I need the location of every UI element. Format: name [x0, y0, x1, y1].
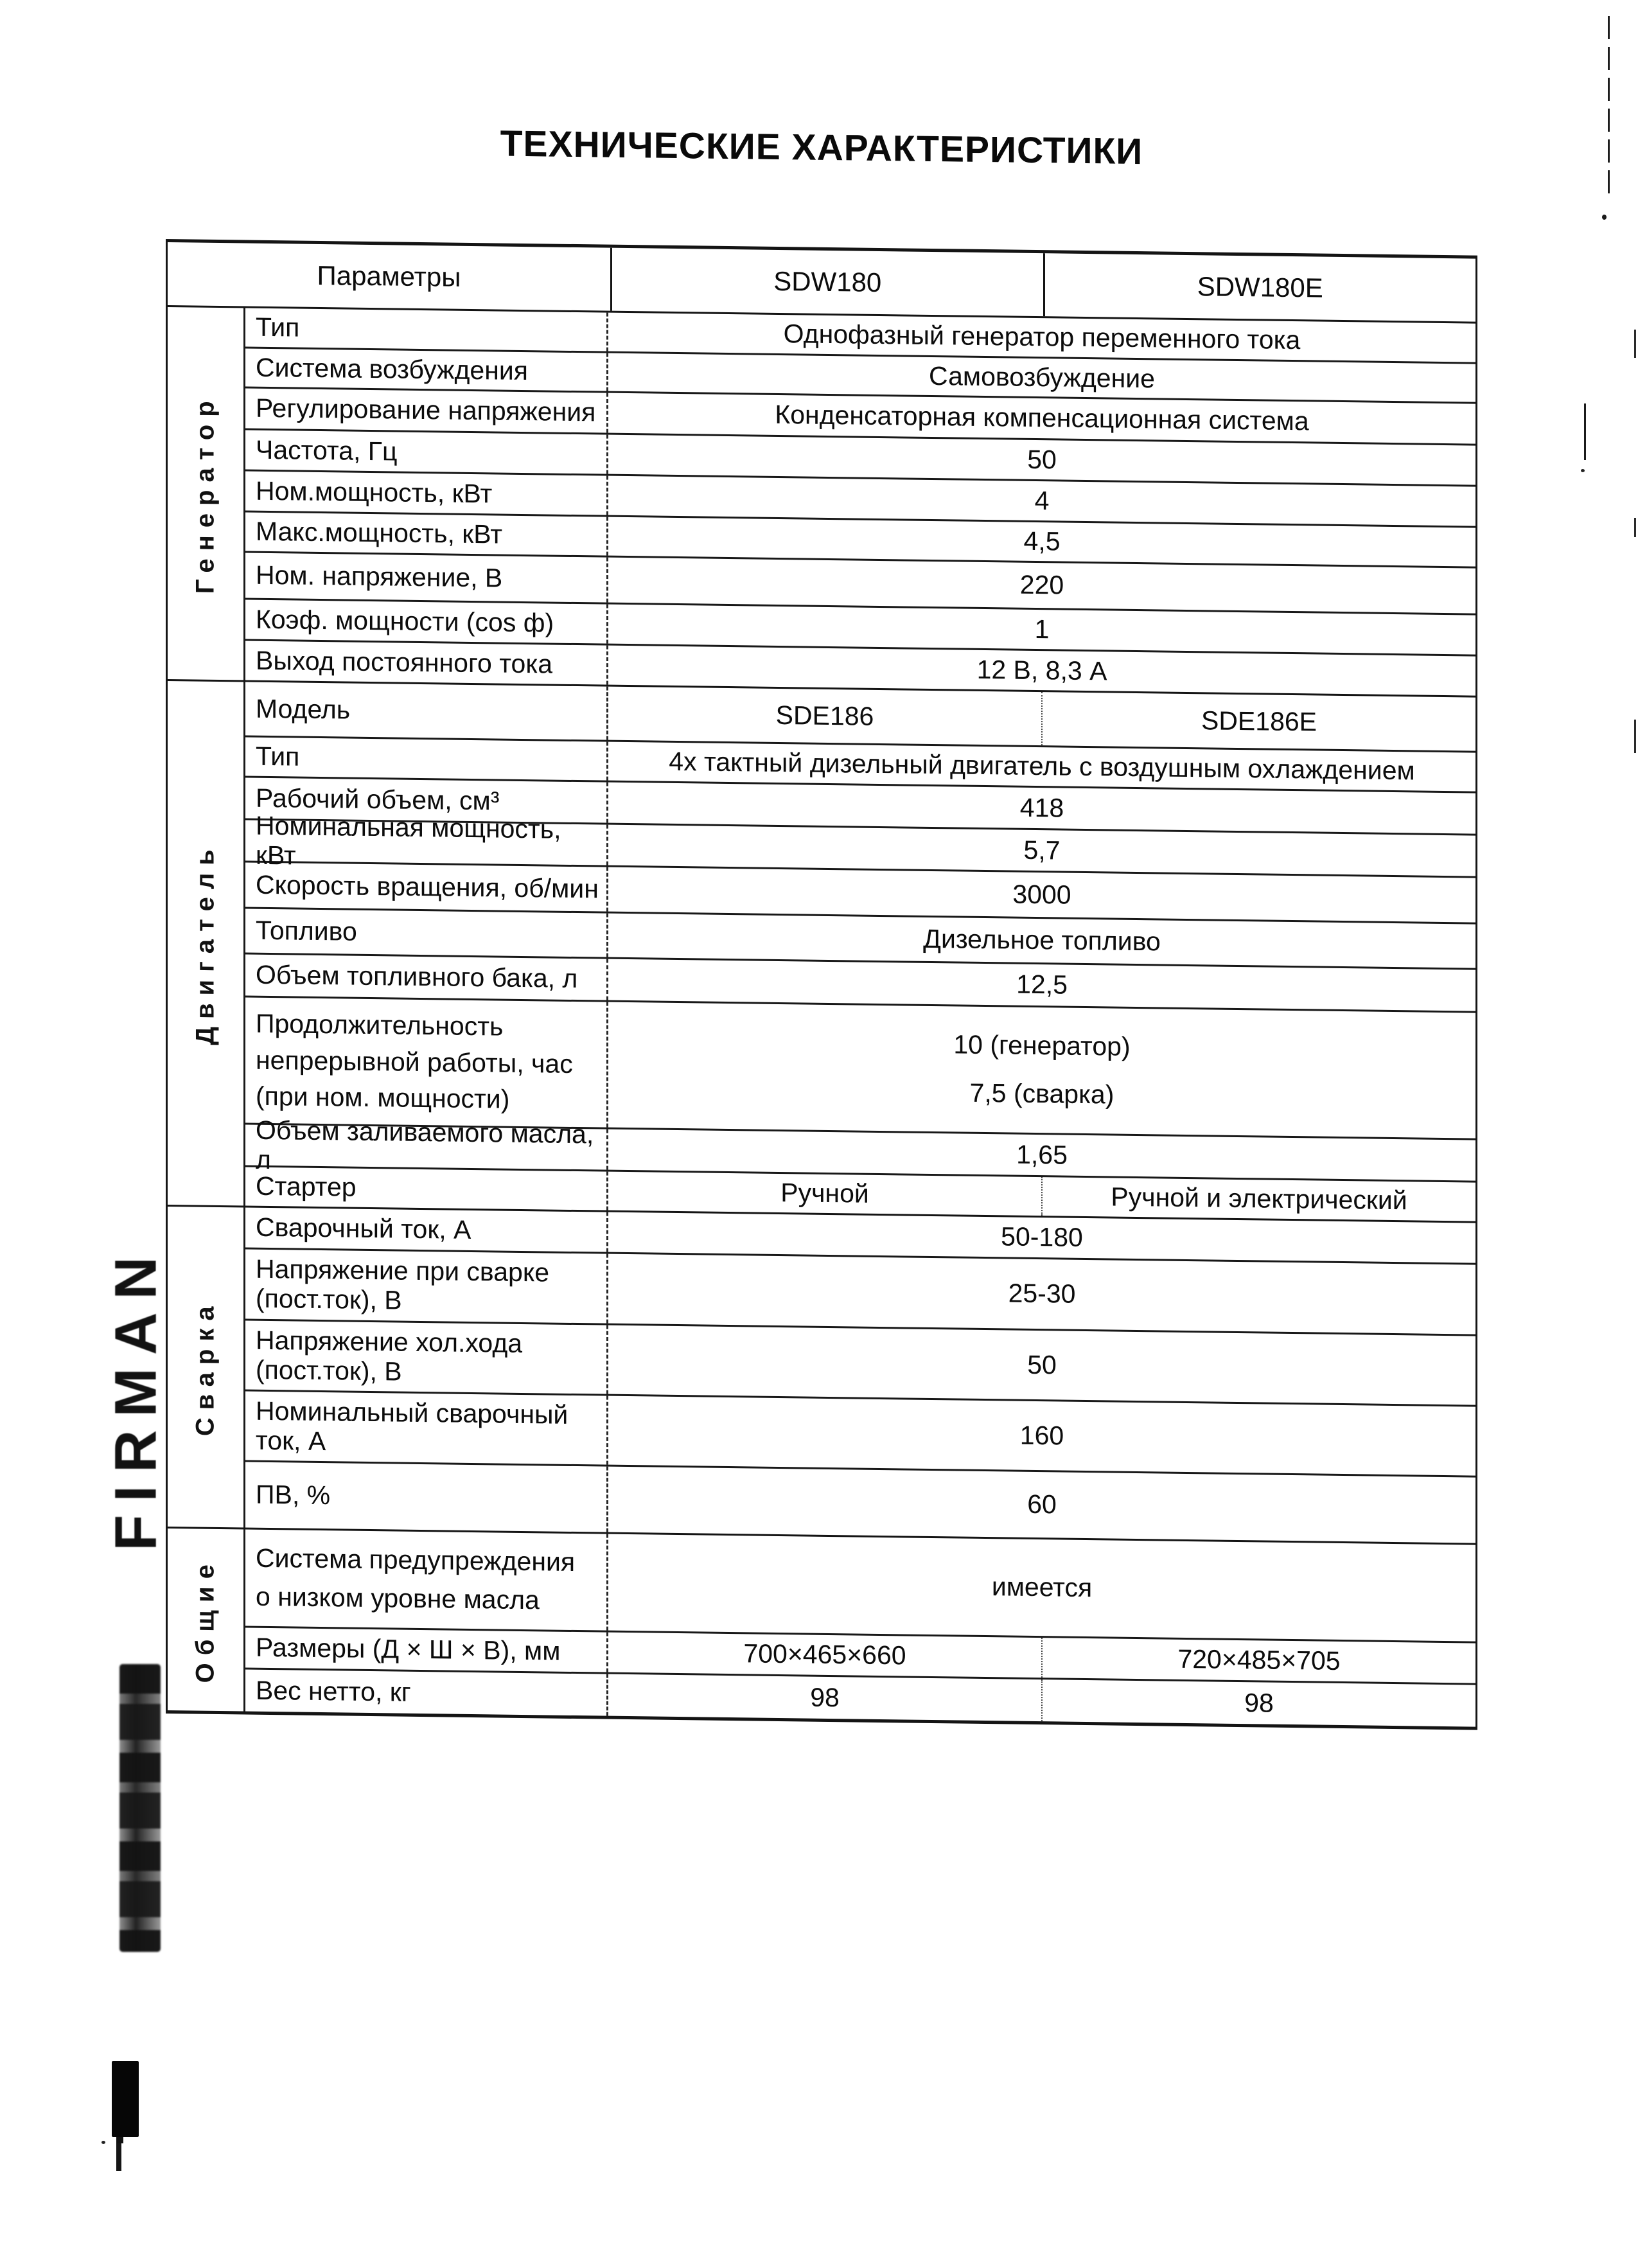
text-line: 720×485×705: [1177, 1643, 1341, 1676]
section-rows: [245, 1530, 1475, 1727]
text-line: 1,65: [1016, 1139, 1068, 1170]
section-rows: [245, 308, 1475, 696]
text-line: Топливо: [256, 915, 357, 946]
text-line: 1: [1034, 614, 1050, 644]
text-line: 418: [1019, 792, 1064, 823]
text-line: 160: [1019, 1420, 1064, 1451]
row-label: [245, 430, 608, 474]
text-line: 220: [1019, 569, 1064, 600]
text-line: Стартер: [256, 1171, 357, 1202]
text-line: 4х тактный дизельный двигатель с воздушным охлаждением: [669, 746, 1415, 786]
text-line: 4: [1034, 485, 1050, 515]
scan-artifact-tick: [1634, 720, 1636, 753]
section-rows: [245, 1208, 1475, 1543]
text-line: Система предупреждения: [256, 1543, 576, 1577]
text-line: имеется: [991, 1572, 1093, 1603]
row-label: [245, 1167, 608, 1210]
section-rows: [245, 682, 1475, 1221]
text-line: 4,5: [1023, 526, 1061, 556]
text-line: Номинальный сварочный: [256, 1395, 568, 1430]
row-value: [608, 1325, 1475, 1405]
row-label: [245, 1462, 608, 1532]
section-label-strip: [168, 307, 245, 680]
text-line: 60: [1027, 1489, 1057, 1519]
scan-artifact-tick: [1634, 518, 1636, 537]
row-label: [245, 863, 608, 912]
row-label: [245, 1530, 608, 1631]
text-line: Номинальная мощность, кВт: [256, 810, 561, 871]
row-value: [608, 1254, 1475, 1334]
text-line: Самовозбуждение: [929, 360, 1155, 393]
row-label: [245, 513, 608, 556]
text-line: Ручной и электрический: [1111, 1182, 1407, 1216]
section-label: Генератор: [191, 393, 220, 594]
row-label: [245, 1321, 608, 1394]
scan-black-mark: [112, 2061, 139, 2137]
text-line: 12 В, 8,3 А: [976, 654, 1107, 686]
row-label: [245, 472, 608, 515]
text-line: Ном. напряжение, В: [256, 560, 503, 593]
row-label: [245, 998, 608, 1128]
row-label: [245, 1115, 608, 1174]
text-line: (пост.ток), В: [256, 1283, 402, 1315]
text-line: ток, А: [256, 1425, 326, 1457]
page-title: ТЕХНИЧЕСКИЕ ХАРАКТЕРИСТИКИ: [500, 123, 1143, 173]
row-value-sdw180: [608, 1172, 1043, 1216]
row-value: [608, 1396, 1475, 1476]
row-label: [245, 641, 608, 685]
section-label: Двигатель: [191, 841, 220, 1045]
table-row: [245, 1530, 1475, 1643]
text-line: Модель: [256, 693, 351, 725]
row-label: [245, 1392, 608, 1465]
section-label-strip: [168, 681, 245, 1206]
row-label: [245, 682, 608, 740]
text-line: 50: [1027, 444, 1057, 474]
table-section-2: [168, 681, 1475, 1223]
table-section-1: [168, 307, 1475, 698]
row-value: [608, 1467, 1475, 1543]
text-line: Конденсаторная компенсационная система: [775, 399, 1309, 436]
text-line: Продолжительность: [256, 1009, 504, 1041]
text-line: Макс.мощность, кВт: [256, 516, 502, 549]
row-label: [245, 1208, 608, 1252]
text-line: Ном.мощность, кВт: [256, 475, 493, 508]
row-label: [245, 955, 608, 1000]
scan-artifact-dot: [1581, 469, 1585, 472]
row-label: [245, 909, 608, 957]
row-value-sdw180: [608, 1674, 1043, 1721]
text-line: Напряжение хол.хода: [256, 1325, 523, 1358]
row-label: [245, 1250, 608, 1324]
row-value: [608, 1002, 1475, 1138]
text-line: о низком уровне масла: [256, 1581, 540, 1615]
text-line: (пост.ток), В: [256, 1354, 402, 1386]
text-line: ПВ, %: [256, 1479, 331, 1511]
row-label: [245, 1628, 608, 1672]
row-label: [245, 810, 608, 871]
text-line: Коэф. мощности (cos ф): [256, 604, 554, 638]
text-line: Регулирование напряжения: [256, 393, 596, 427]
text-line: непрерывной работы, час: [256, 1045, 573, 1079]
table-sections: [168, 307, 1475, 1727]
text-line: 3000: [1012, 879, 1071, 910]
header-cell-model-sdw180e: SDW180E: [1197, 271, 1323, 303]
text-line: 12,5: [1016, 969, 1068, 1000]
firman-stamp-watermark: FIRMAN: [103, 1244, 169, 1551]
text-line: Дизельное топливо: [923, 923, 1161, 957]
section-label: Общие: [191, 1556, 220, 1683]
text-line: 700×465×660: [743, 1638, 906, 1670]
text-line: Скорость вращения, об/мин: [256, 869, 599, 904]
text-line: Ручной: [780, 1178, 869, 1209]
row-label: [245, 738, 608, 781]
row-value-sdw180e: [1043, 692, 1475, 750]
text-line: Вес нетто, кг: [256, 1675, 411, 1707]
text-line: Частота, Гц: [256, 434, 398, 466]
text-line: Размеры (Д × Ш × В), мм: [256, 1632, 561, 1666]
row-value-sdw180e: [1043, 1177, 1475, 1221]
text-line: 7,5 (сварка): [969, 1077, 1114, 1110]
text-line: 25-30: [1008, 1278, 1076, 1309]
row-label: [245, 600, 608, 644]
section-label-strip: [168, 1528, 245, 1712]
row-value-sdw180: [608, 1633, 1043, 1678]
text-line: Система возбуждения: [256, 352, 528, 385]
scan-speck: [101, 2141, 105, 2144]
text-line: Рабочий объем, см³: [256, 783, 500, 816]
text-line: 98: [810, 1682, 840, 1712]
text-line: 5,7: [1023, 835, 1061, 865]
header-cell-model-sdw180: SDW180: [612, 248, 1045, 316]
stamp-smudge-mark: [119, 1664, 161, 1952]
row-label: [245, 1670, 608, 1716]
text-line: Однофазный генератор переменного тока: [783, 319, 1301, 355]
text-line: 50-180: [1001, 1221, 1083, 1252]
row-label: [245, 389, 608, 433]
section-label: Сварка: [191, 1298, 220, 1437]
section-label-strip: [168, 1207, 245, 1528]
text-line: 50: [1027, 1349, 1057, 1379]
row-value-sdw180e: [1043, 1638, 1475, 1683]
table-section-3: [168, 1207, 1475, 1545]
table-section-4: [168, 1528, 1475, 1727]
text-line: Выход постоянного тока: [256, 645, 552, 679]
text-line: Объем топливного бака, л: [256, 959, 578, 994]
row-label: [245, 349, 608, 391]
scan-artifact-line: [1584, 403, 1586, 460]
text-line: SDE186: [775, 700, 874, 731]
text-line: Тип: [256, 741, 300, 772]
text-line: (при ном. мощности): [256, 1081, 510, 1114]
row-value-sdw180e: [1043, 1679, 1475, 1726]
row-label: [245, 553, 608, 603]
text-line: Объем заливаемого масла, л: [256, 1115, 594, 1174]
scan-artifact-tick: [1634, 330, 1636, 358]
text-line: Сварочный ток, А: [256, 1212, 471, 1245]
text-line: 10 (генератор): [953, 1029, 1131, 1061]
row-value: [608, 1534, 1475, 1642]
scan-artifact-line: [1608, 16, 1610, 197]
scan-artifact-dot: [1602, 215, 1607, 220]
row-value-sdw180: [608, 687, 1043, 745]
text-line: Напряжение при сварке: [256, 1254, 550, 1288]
text-line: Тип: [256, 312, 300, 342]
spec-table: [166, 239, 1477, 1730]
text-line: SDE186E: [1201, 705, 1317, 737]
row-label: [245, 308, 608, 351]
text-line: 98: [1244, 1687, 1274, 1718]
header-cell-parameters: Параметры: [168, 242, 612, 311]
